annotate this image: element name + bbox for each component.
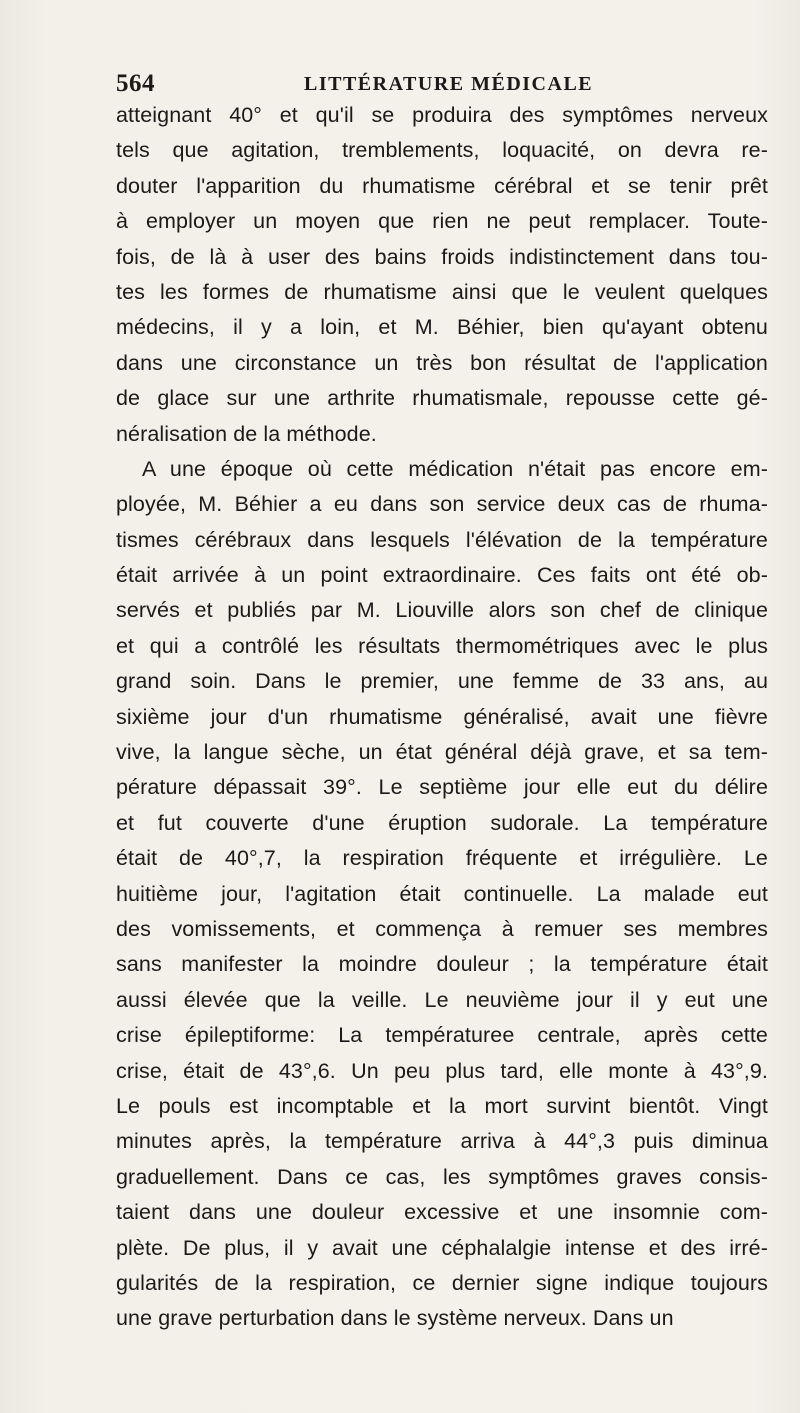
- text-line: sixième jour d'un rhumatisme généralisé, avait une fièvre: [116, 704, 768, 729]
- text-line: taient dans une douleur excessive et une insomnie com-: [116, 1200, 768, 1225]
- text-line: et qui a contrôlé les résultats thermométriques avec le plus: [116, 633, 768, 658]
- text-line: servés et publiés par M. Liouville alors son chef de clinique: [116, 598, 768, 623]
- text-line: à employer un moyen que rien ne peut remplacer. Toute-: [116, 209, 768, 234]
- text-line: et fut couverte d'une éruption sudorale. La température: [116, 810, 768, 835]
- paragraph: [116, 452, 768, 1337]
- paragraph: [116, 98, 768, 452]
- text-line: était de 40°,7, la respiration fréquente et irrégulière. Le: [116, 846, 768, 871]
- text-line: dans une circonstance un très bon résultat de l'application: [116, 350, 768, 375]
- text-line: tes les formes de rhumatisme ainsi que le veulent quelques: [116, 279, 768, 304]
- text-line: sans manifester la moindre douleur ; la température était: [116, 952, 768, 977]
- text-line: huitième jour, l'agitation était continuelle. La malade eut: [116, 881, 768, 906]
- text-line: graduellement. Dans ce cas, les symptômes graves consis-: [116, 1164, 768, 1189]
- text-line: fois, de là à user des bains froids indistinctement dans tou-: [116, 244, 768, 269]
- paragraphs: [116, 98, 768, 1337]
- text-line: crise, était de 43°,6. Un peu plus tard, elle monte à 43°,9.: [116, 1058, 768, 1083]
- text-line: gularités de la respiration, ce dernier signe indique toujours: [116, 1270, 768, 1295]
- text-line: pérature dépassait 39°. Le septième jour elle eut du délire: [116, 775, 768, 800]
- text-line: atteignant 40° et qu'il se produira des symptômes nerveux: [116, 103, 768, 127]
- text-line: plète. De plus, il y avait une céphalalgie intense et des irré-: [116, 1235, 768, 1260]
- text-line: des vomissements, et commença à remuer ses membres: [116, 916, 768, 941]
- text-line: ployée, M. Béhier a eu dans son service deux cas de rhuma-: [116, 492, 768, 517]
- body-text: [116, 98, 768, 1337]
- text-line: Le pouls est incomptable et la mort survint bientôt. Vingt: [116, 1093, 768, 1118]
- running-title: LITTÉRATURE MÉDICALE: [304, 73, 594, 95]
- text-line: de glace sur une arthrite rhumatismale, repousse cette gé-: [116, 386, 768, 411]
- text-line: crise épileptiforme: La températuree centrale, après cette: [116, 1023, 768, 1048]
- text-line: douter l'apparition du rhumatisme cérébral et se tenir prêt: [116, 173, 768, 198]
- text-line: néralisation de la méthode.: [116, 421, 377, 446]
- text-line: grand soin. Dans le premier, une femme de 33 ans, au: [116, 669, 768, 694]
- text-line: A une époque où cette médication n'était pas encore em-: [142, 456, 768, 481]
- text-line: était arrivée à un point extraordinaire. Ces faits ont été ob-: [116, 563, 768, 588]
- text-line: une grave perturbation dans le système nerveux. Dans un: [116, 1306, 674, 1331]
- text-line: aussi élevée que la veille. Le neuvième jour il y eut une: [116, 987, 768, 1012]
- text-line: tels que agitation, tremblements, loquacité, on devra re-: [116, 138, 768, 163]
- text-line: minutes après, la température arriva à 44°,3 puis diminua: [116, 1129, 768, 1154]
- text-line: médecins, il y a loin, et M. Béhier, bien qu'ayant obtenu: [116, 315, 768, 340]
- page-number: 564: [116, 70, 155, 97]
- text-line: vive, la langue sèche, un état général déjà grave, et sa tem-: [116, 740, 768, 765]
- text-line: tismes cérébraux dans lesquels l'élévation de la température: [116, 527, 768, 552]
